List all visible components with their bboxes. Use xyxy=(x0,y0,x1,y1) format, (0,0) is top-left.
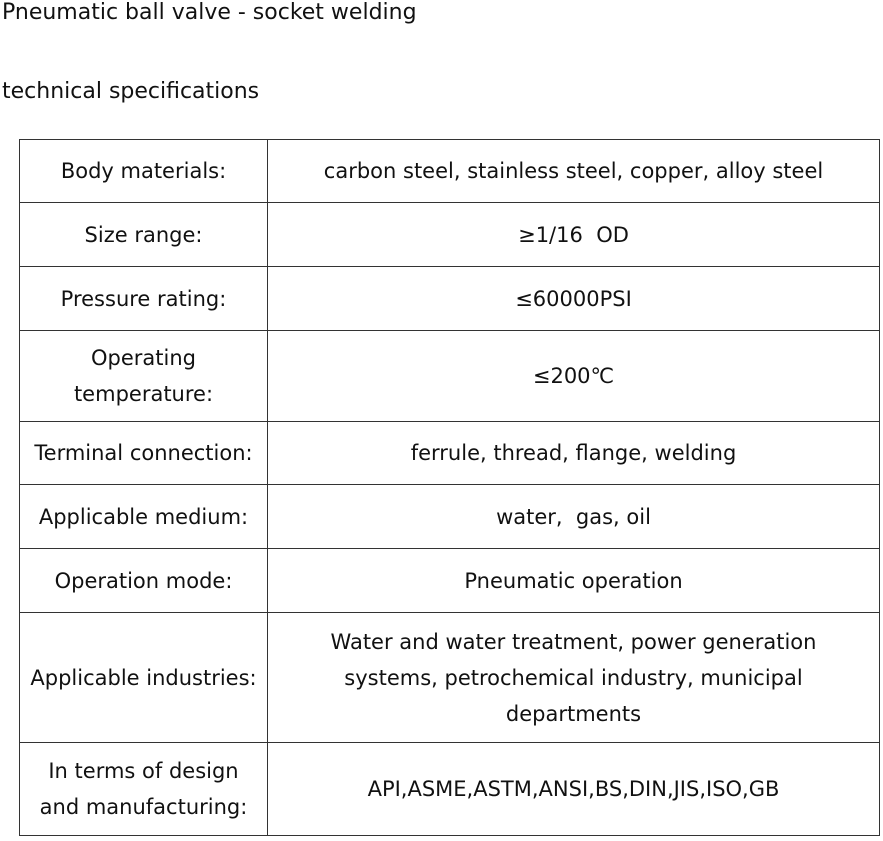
specifications-table xyxy=(19,139,880,836)
spec-label: Pressure rating: xyxy=(20,267,268,331)
spec-label: Terminal connection: xyxy=(20,422,268,485)
spec-value: carbon steel, stainless steel, copper, alloy steel xyxy=(268,140,880,203)
spec-value: ferrule, thread, flange, welding xyxy=(268,422,880,485)
spec-label: Size range: xyxy=(20,203,268,267)
spec-row-applicable-industries xyxy=(20,613,880,743)
spec-label: Body materials: xyxy=(20,140,268,203)
spec-label: Operation mode: xyxy=(20,549,268,613)
spec-value: Water and water treatment, power generation systems, petrochemical industry, municipal departments xyxy=(268,613,880,743)
spec-value: water, gas, oil xyxy=(268,485,880,549)
spec-row-design-manufacturing xyxy=(20,743,880,836)
spec-label: Applicable industries: xyxy=(20,613,268,743)
spec-value: ≤60000PSI xyxy=(268,267,880,331)
spec-value: ≤200℃ xyxy=(268,331,880,422)
spec-label: Applicable medium: xyxy=(20,485,268,549)
spec-row-operating-temperature xyxy=(20,331,880,422)
spec-value: Pneumatic operation xyxy=(268,549,880,613)
spec-row-terminal-connection xyxy=(20,422,880,485)
spec-value: ≥1/16 OD xyxy=(268,203,880,267)
document-title: Pneumatic ball valve - socket welding xyxy=(2,0,417,25)
spec-row-applicable-medium xyxy=(20,485,880,549)
spec-row-pressure-rating xyxy=(20,267,880,331)
spec-label: Operating temperature: xyxy=(20,331,268,422)
spec-row-body-materials xyxy=(20,140,880,203)
spec-row-operation-mode xyxy=(20,549,880,613)
document-subtitle: technical specifications xyxy=(2,79,260,104)
spec-value: API,ASME,ASTM,ANSI,BS,DIN,JIS,ISO,GB xyxy=(268,743,880,836)
spec-label: In terms of design and manufacturing: xyxy=(20,743,268,836)
spec-row-size-range xyxy=(20,203,880,267)
